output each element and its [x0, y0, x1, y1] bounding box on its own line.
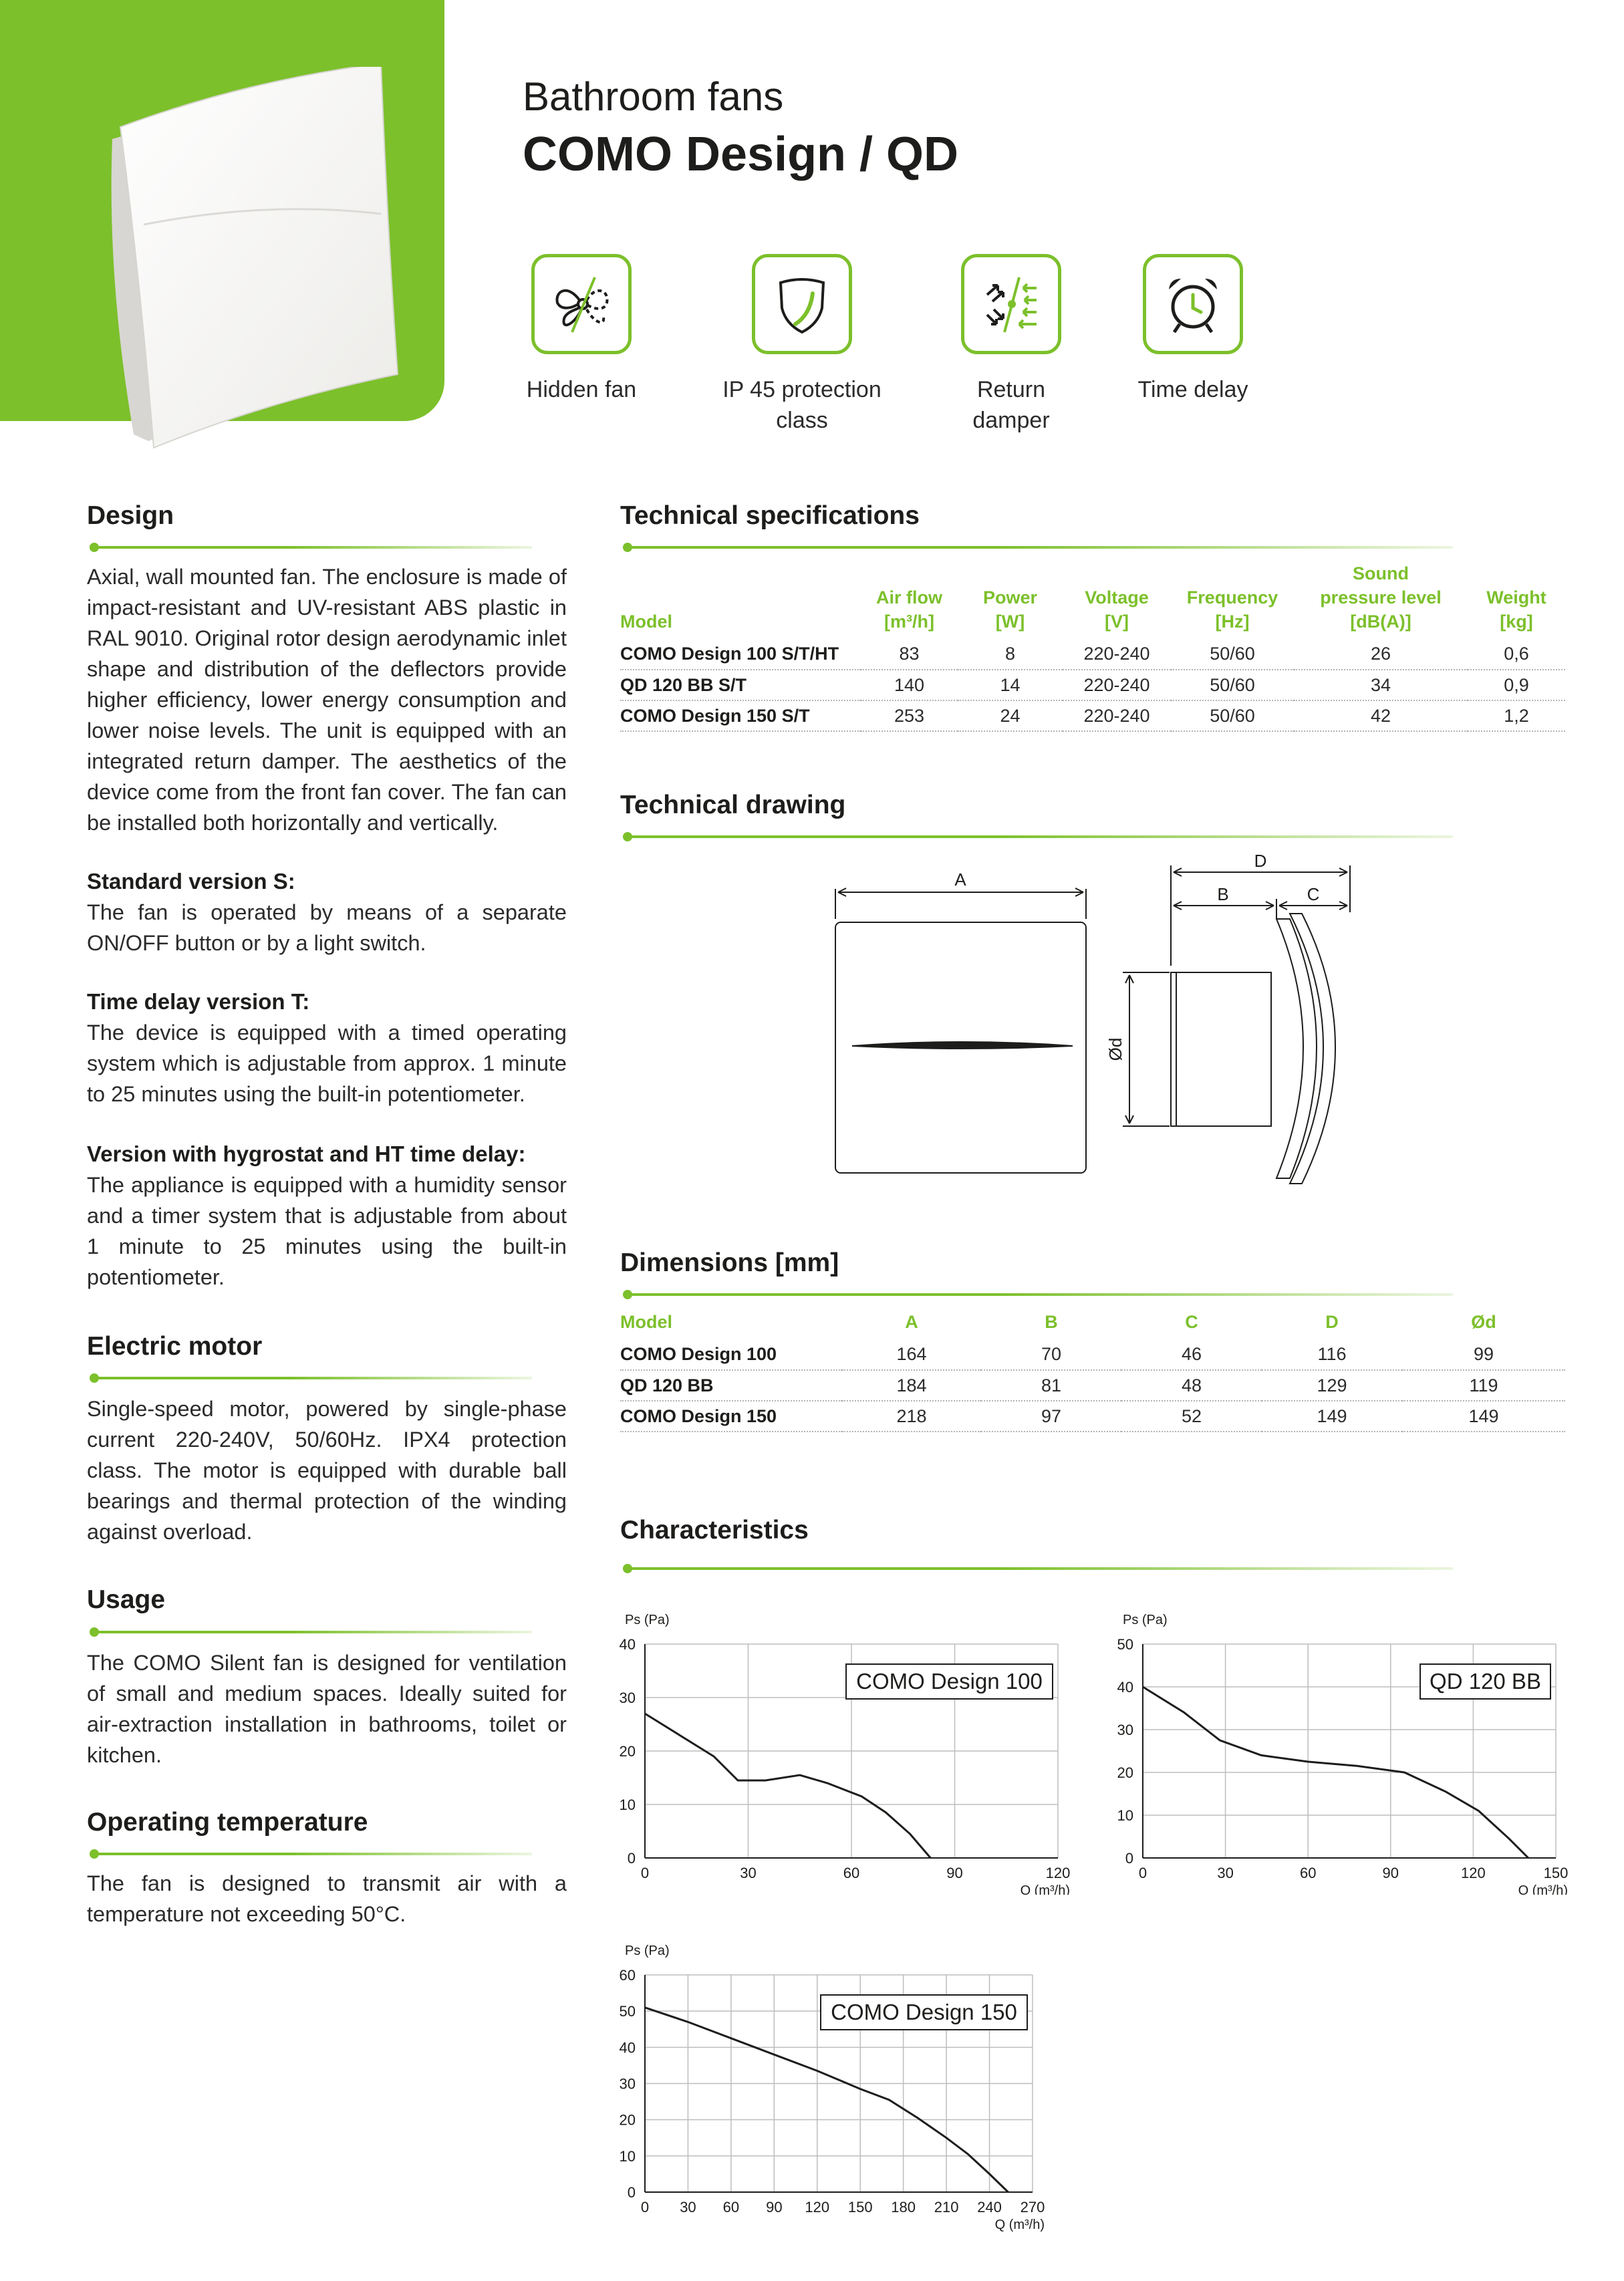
cell-power: 8 [958, 639, 1063, 670]
x-tick-label: 120 [1461, 1865, 1486, 1881]
x-tick-label: 150 [1543, 1865, 1569, 1881]
chart-como-100 [615, 1594, 1083, 1898]
x-tick-label: 90 [766, 2199, 783, 2216]
dim-label-a: A [954, 869, 966, 890]
tech-specs-table [620, 561, 1565, 732]
cell-b: 81 [981, 1370, 1121, 1401]
x-tick-label: 0 [640, 1865, 650, 1881]
y-tick-label: 0 [1125, 1850, 1133, 1867]
characteristics-title: Characteristics [620, 1516, 809, 1545]
shield-icon [769, 271, 835, 338]
header-title: COMO Design / QD [523, 128, 959, 181]
feature-label: Return damper [972, 377, 1050, 433]
cell-c: 52 [1121, 1401, 1262, 1432]
cell-model: COMO Design 150 [620, 1401, 842, 1432]
cell-d: 129 [1262, 1370, 1402, 1401]
cell-b: 70 [981, 1339, 1121, 1370]
cell-c: 46 [1121, 1339, 1262, 1370]
table-row [620, 639, 1565, 670]
x-tick-label: 0 [1138, 1865, 1147, 1881]
x-tick-label: 120 [805, 2199, 830, 2216]
feature-label: Time delay [1137, 377, 1248, 402]
y-tick-label: 40 [619, 2039, 636, 2056]
cell-b: 97 [981, 1401, 1121, 1432]
tech-specs-header-row [620, 561, 1565, 639]
tech-drawing-rule [624, 835, 1453, 838]
cell-power: 24 [958, 700, 1063, 731]
y-tick-label: 50 [1117, 1636, 1133, 1653]
series-line [645, 1714, 930, 1858]
y-tick-label: 10 [619, 2147, 636, 2165]
x-tick-label: 90 [946, 1865, 963, 1881]
dim-label-od: Ød [1105, 1037, 1125, 1061]
y-tick-label: 10 [619, 1796, 636, 1813]
y-tick-label: 40 [1117, 1679, 1133, 1696]
cell-a: 164 [842, 1339, 981, 1370]
cell-c: 48 [1121, 1370, 1262, 1401]
dim-label-d: D [1254, 852, 1267, 871]
x-axis-label: Q (m³/h) [994, 2218, 1045, 2232]
col-od: Ød [1471, 1312, 1496, 1332]
x-tick-label: 30 [740, 1865, 757, 1881]
cell-model: COMO Design 100 S/T/HT [620, 639, 861, 670]
cell-sound: 42 [1294, 700, 1468, 731]
chart-como-150-svg [615, 1931, 1083, 2239]
chart-como-150 [615, 1931, 1083, 2242]
x-tick-label: 120 [1045, 1865, 1071, 1881]
characteristics-rule [624, 1567, 1453, 1570]
x-tick-label: 240 [977, 2199, 1002, 2216]
feature-time-delay [1096, 254, 1290, 405]
cell-model: QD 120 BB [620, 1370, 842, 1401]
standard-version-title: Standard version S: [87, 869, 295, 894]
col-model: Model [620, 1312, 672, 1332]
dim-label-b: B [1217, 884, 1229, 904]
x-axis-label: Q (m³/h) [1518, 1883, 1568, 1895]
x-tick-label: 150 [847, 2199, 873, 2216]
cell-voltage: 220-240 [1063, 700, 1171, 731]
x-tick-label: 60 [722, 2199, 740, 2216]
col-voltage: Voltage [V] [1085, 587, 1149, 632]
feature-label: IP 45 protection class [722, 377, 882, 433]
feature-return-damper [914, 254, 1108, 436]
technical-drawing [822, 852, 1370, 1186]
dimensions-header-row [620, 1310, 1565, 1339]
cell-weight: 1,2 [1468, 700, 1565, 731]
chart-qd-120-svg [1113, 1594, 1581, 1895]
chart-como-100-svg [615, 1594, 1083, 1895]
col-a: A [905, 1312, 918, 1332]
y-tick-label: 0 [627, 2184, 636, 2201]
feature-ip45 [705, 254, 899, 436]
table-row [620, 670, 1565, 700]
series-line [645, 2008, 1008, 2192]
usage-title: Usage [87, 1585, 166, 1614]
y-axis-label: Ps (Pa) [625, 1943, 670, 1958]
fan-product-image [94, 67, 481, 468]
y-tick-label: 40 [619, 1636, 636, 1653]
col-b: B [1045, 1312, 1058, 1332]
col-d: D [1325, 1312, 1339, 1332]
x-tick-label: 30 [680, 2199, 696, 2216]
dimensions-table [620, 1310, 1565, 1432]
temperature-rule [91, 1853, 532, 1855]
cell-od: 99 [1402, 1339, 1565, 1370]
tech-specs-rule [624, 546, 1453, 549]
cell-airflow: 140 [861, 670, 958, 700]
y-tick-label: 0 [627, 1850, 636, 1867]
tech-drawing-title: Technical drawing [620, 791, 846, 819]
hygrostat-text: The appliance is equipped with a humidity sensor and a timer system that is adjustable from about 1 minute to 25 minutes using the built-in potentiometer. [87, 1173, 567, 1289]
header-subtitle: Bathroom fans [523, 74, 784, 119]
y-tick-label: 50 [619, 2003, 636, 2020]
feature-label: Hidden fan [526, 377, 637, 402]
col-model: Model [620, 612, 672, 632]
x-tick-label: 210 [934, 2199, 959, 2216]
cell-model: QD 120 BB S/T [620, 670, 861, 700]
y-axis-label: Ps (Pa) [1123, 1613, 1168, 1627]
col-c: C [1185, 1312, 1198, 1332]
cell-od: 119 [1402, 1370, 1565, 1401]
y-tick-label: 30 [619, 2075, 636, 2093]
y-tick-label: 30 [1117, 1722, 1133, 1738]
col-sound: Sound pressure level [dB(A)] [1320, 563, 1442, 632]
temperature-title: Operating temperature [87, 1808, 368, 1837]
y-axis-label: Ps (Pa) [625, 1613, 670, 1627]
cell-voltage: 220-240 [1063, 670, 1171, 700]
x-axis-label: Q (m³/h) [1020, 1883, 1070, 1895]
chart-title: COMO Design 150 [831, 2000, 1017, 2024]
dimensions-rule [624, 1293, 1453, 1296]
hygrostat-title: Version with hygrostat and HT time delay: [87, 1142, 526, 1166]
alarm-clock-icon [1160, 271, 1226, 338]
cell-weight: 0,6 [1468, 639, 1565, 670]
cell-model: COMO Design 150 S/T [620, 700, 861, 731]
y-tick-label: 20 [619, 2111, 636, 2129]
y-tick-label: 60 [619, 1967, 636, 1984]
cell-weight: 0,9 [1468, 670, 1565, 700]
cell-a: 184 [842, 1370, 981, 1401]
hidden-fan-icon [548, 271, 615, 338]
x-tick-label: 180 [891, 2199, 916, 2216]
chart-title: QD 120 BB [1430, 1669, 1541, 1694]
cell-frequency: 50/60 [1171, 670, 1294, 700]
cell-frequency: 50/60 [1171, 639, 1294, 670]
feature-hidden-fan [485, 254, 678, 405]
x-tick-label: 30 [1217, 1865, 1234, 1881]
usage-rule [91, 1631, 532, 1633]
cell-power: 14 [958, 670, 1063, 700]
cell-od: 149 [1402, 1401, 1565, 1432]
table-row [620, 1339, 1565, 1370]
x-tick-label: 0 [640, 2199, 650, 2216]
standard-version-text: The fan is operated by means of a separate ON/OFF button or by a light switch. [87, 900, 567, 955]
col-weight: Weight [kg] [1486, 587, 1546, 632]
chart-qd-120 [1113, 1594, 1581, 1898]
temperature-text: The fan is designed to transmit air with a temperature not exceeding 50°C. [87, 1871, 567, 1926]
cell-airflow: 83 [861, 639, 958, 670]
cell-airflow: 253 [861, 700, 958, 731]
cell-d: 149 [1262, 1401, 1402, 1432]
tech-specs-title: Technical specifications [620, 501, 920, 530]
y-tick-label: 20 [619, 1743, 636, 1760]
cell-voltage: 220-240 [1063, 639, 1171, 670]
dimensions-title: Dimensions [mm] [620, 1248, 839, 1277]
design-text: Axial, wall mounted fan. The enclosure is made of impact-resistant and UV-resistant ABS plastic in RAL 9010. Original rotor design aerodynamic inlet shape and distribution of the deflectors provide higher efficiency, lower energy consumption and lower noise levels. The unit is equipped with an integrated return damper. The aesthetics of the device come from the front fan cover. The fan can be installed both horizontally and vertically. [87, 565, 567, 835]
x-tick-label: 60 [843, 1865, 860, 1881]
motor-rule [91, 1377, 532, 1379]
table-row [620, 1370, 1565, 1401]
motor-title: Electric motor [87, 1332, 263, 1361]
col-power: Power [W] [982, 587, 1038, 632]
cell-model: COMO Design 100 [620, 1339, 842, 1370]
col-frequency: Frequency [Hz] [1186, 587, 1278, 632]
col-airflow: Air flow [m³/h] [876, 587, 942, 632]
table-row [620, 700, 1565, 731]
motor-text: Single-speed motor, powered by single-phase current 220-240V, 50/60Hz. IPX4 protection class. The motor is equipped with durable ball bearings and thermal protection of the winding against overload. [87, 1397, 567, 1544]
cell-frequency: 50/60 [1171, 700, 1294, 731]
y-tick-label: 10 [1117, 1807, 1133, 1824]
return-damper-icon [978, 271, 1045, 338]
y-tick-label: 30 [619, 1690, 636, 1706]
y-tick-label: 20 [1117, 1764, 1133, 1781]
cell-d: 116 [1262, 1339, 1402, 1370]
x-tick-label: 90 [1382, 1865, 1399, 1881]
x-tick-label: 270 [1020, 2199, 1045, 2216]
chart-title: COMO Design 100 [856, 1669, 1043, 1694]
cell-sound: 26 [1294, 639, 1468, 670]
design-title: Design [87, 501, 174, 530]
table-row [620, 1401, 1565, 1432]
cell-sound: 34 [1294, 670, 1468, 700]
dim-label-c: C [1307, 884, 1320, 904]
design-rule [91, 546, 532, 549]
time-delay-text: The device is equipped with a timed operating system which is adjustable from approx. 1 minute to 25 minutes using the built-in potentiometer. [87, 1021, 567, 1106]
x-tick-label: 60 [1299, 1865, 1317, 1881]
time-delay-title: Time delay version T: [87, 989, 310, 1014]
cell-a: 218 [842, 1401, 981, 1432]
usage-text: The COMO Silent fan is designed for ventilation of small and medium spaces. Ideally suited for air-extraction installation in bathrooms, toilet or kitchen. [87, 1651, 567, 1767]
